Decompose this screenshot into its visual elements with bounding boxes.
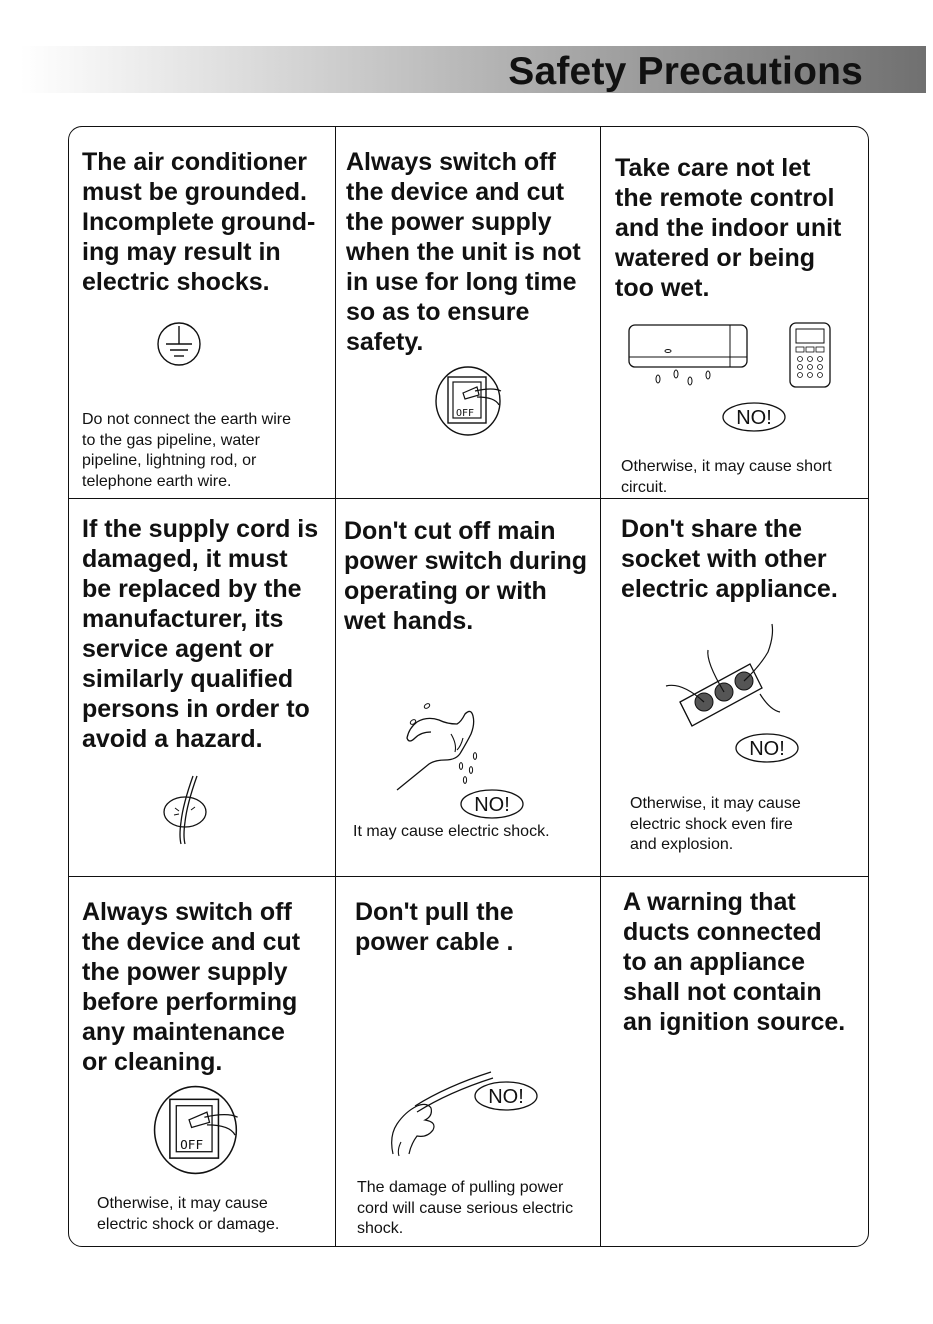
page-title: Safety Precautions — [508, 50, 863, 93]
precaution-cell-shared-socket — [600, 498, 869, 876]
precaution-note: It may cause electric shock. — [353, 823, 550, 840]
wet-hand-icon — [391, 694, 487, 794]
precaution-heading: A warning that ducts connected to an appliance shall not contain an ignition source. — [623, 888, 846, 1036]
precaution-cell-damaged-cord — [69, 498, 335, 876]
precaution-note: Otherwise, it may cause electric shock or damage. — [97, 1195, 280, 1233]
precaution-cell-ignition-source — [600, 876, 869, 1247]
precaution-heading: Always switch off the device and cut the power supply before performing any maintenance or cleaning. — [82, 898, 301, 1076]
precaution-heading: Don't pull the power cable . — [355, 898, 514, 956]
damaged-cord-icon — [161, 774, 209, 846]
precaution-cell-keep-dry — [600, 127, 869, 498]
ground-symbol-icon — [155, 320, 203, 368]
precautions-grid — [68, 126, 869, 1247]
precaution-cell-switch-off-long-time — [335, 127, 600, 498]
power-switch-off-icon — [151, 1084, 245, 1176]
precaution-note: Otherwise, it may cause electric shock even fire and explosion. — [630, 795, 801, 853]
wet-indoor-unit-and-remote-icon — [628, 321, 838, 393]
no-label: NO! — [488, 1086, 524, 1108]
no-badge — [473, 1080, 539, 1112]
precaution-heading: The air conditioner must be grounded. Incomplete ground- ing may result in electric shocks. — [82, 148, 316, 296]
precaution-note: The damage of pulling power cord will cause serious electric shock. — [357, 1179, 574, 1237]
precaution-heading: Don't share the socket with other electric appliance. — [621, 515, 838, 603]
no-badge — [734, 732, 800, 764]
no-badge — [721, 401, 787, 433]
precaution-heading: If the supply cord is damaged, it must be replaced by the manufacturer, its service agent or similarly qualified persons in order to avoid a hazard. — [82, 515, 319, 753]
precaution-cell-switch-off-maintenance — [69, 876, 335, 1247]
no-label: NO! — [474, 794, 510, 816]
precaution-cell-pull-cable — [335, 876, 600, 1247]
no-label: NO! — [749, 738, 785, 760]
off-label: OFF — [456, 408, 475, 419]
precaution-heading: Always switch off the device and cut the power supply when the unit is not in use for long time so as to ensure safety. — [346, 148, 581, 356]
precaution-heading: Take care not let the remote control and the indoor unit watered or being too wet. — [615, 154, 842, 302]
off-label: OFF — [180, 1138, 204, 1154]
precaution-cell-grounding — [69, 127, 335, 498]
precaution-heading: Don't cut off main power switch during operating or with wet hands. — [344, 517, 588, 635]
power-switch-off-icon — [435, 365, 505, 437]
precaution-note: Otherwise, it may cause short circuit. — [621, 458, 832, 496]
precaution-cell-wet-hands — [335, 498, 600, 876]
no-label: NO! — [736, 407, 772, 429]
precaution-note: Do not connect the earth wire to the gas pipeline, water pipeline, lightning rod, or telephone earth wire. — [82, 411, 292, 490]
no-badge — [459, 788, 525, 820]
power-strip-icon — [662, 622, 782, 742]
